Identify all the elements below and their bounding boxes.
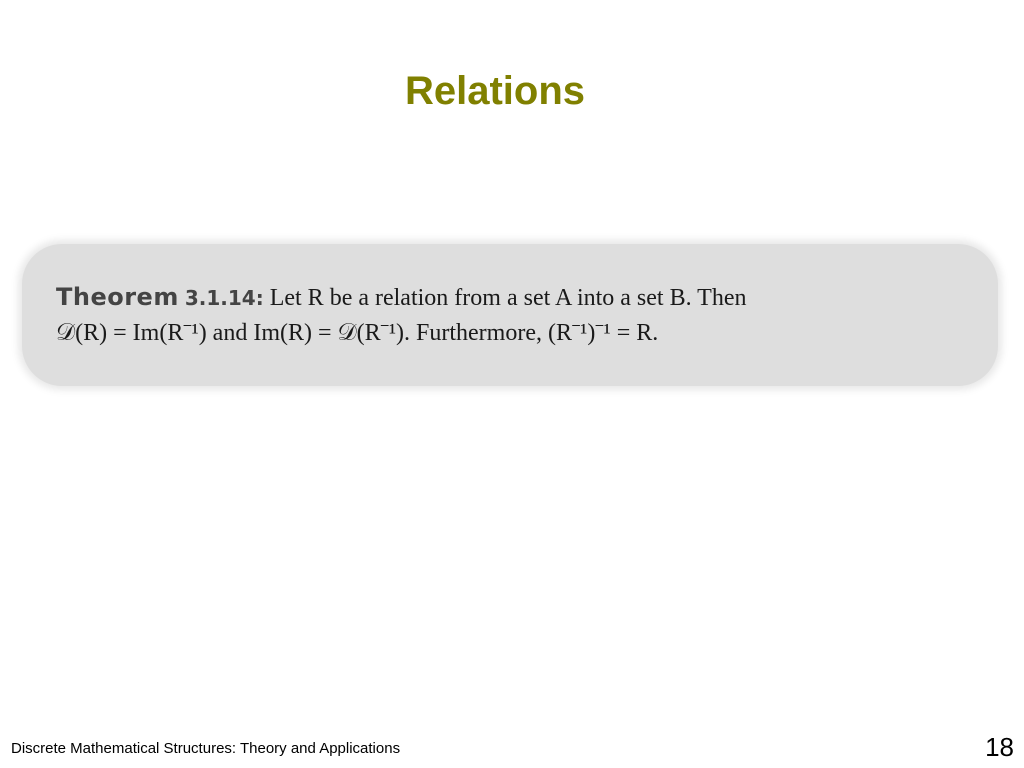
slide-title: Relations: [404, 69, 586, 113]
theorem-statement-line-1: Let R be a relation from a set A into a set B. Then: [269, 285, 747, 311]
theorem-label: Theorem: [56, 283, 179, 311]
theorem-line-1: [56, 280, 976, 316]
theorem-text: [56, 280, 976, 351]
theorem-number: 3.1.14:: [184, 286, 264, 310]
theorem-line-2: [56, 316, 976, 351]
theorem-statement-line-2: 𝒟(R) = Im(R⁻¹) and Im(R) = 𝒟(R⁻¹). Furthermore, (R⁻¹)⁻¹ = R.: [56, 320, 659, 346]
footer-text: Discrete Mathematical Structures: Theory and Applications: [11, 740, 401, 757]
theorem-box: [22, 244, 998, 386]
page-number: 18: [985, 732, 1014, 762]
